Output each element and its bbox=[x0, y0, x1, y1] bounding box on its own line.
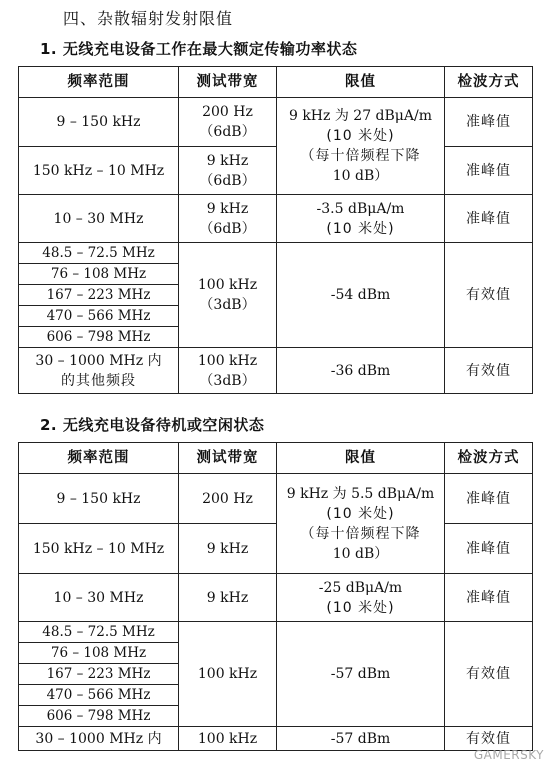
bandwidth-cell: 9 kHz bbox=[179, 524, 277, 574]
bandwidth-cell: 100 kHz bbox=[179, 622, 277, 727]
freq-cell: 606 – 798 MHz bbox=[19, 706, 179, 727]
bandwidth-cell: 100 kHz （3dB） bbox=[179, 243, 277, 348]
bandwidth-cell: 9 kHz bbox=[179, 574, 277, 622]
limit-cell: -3.5 dBμA/m (10 米处) bbox=[277, 195, 445, 243]
header-freq: 频率范围 bbox=[19, 443, 179, 474]
bandwidth-cell: 9 kHz （6dB） bbox=[179, 195, 277, 243]
freq-cell: 10 – 30 MHz bbox=[19, 574, 179, 622]
header-freq: 频率范围 bbox=[19, 67, 179, 98]
header-bandwidth: 测试带宽 bbox=[179, 67, 277, 98]
table-row bbox=[19, 524, 533, 574]
bandwidth-cell: 200 Hz bbox=[179, 474, 277, 524]
freq-cell: 48.5 – 72.5 MHz bbox=[19, 243, 179, 264]
limit-cell: -57 dBm bbox=[277, 622, 445, 727]
limit-cell: -54 dBm bbox=[277, 243, 445, 348]
freq-cell: 167 – 223 MHz bbox=[19, 285, 179, 306]
freq-cell: 10 – 30 MHz bbox=[19, 195, 179, 243]
freq-cell: 30 – 1000 MHz 内 bbox=[19, 727, 179, 751]
detector-cell: 准峰值 bbox=[445, 474, 533, 524]
freq-cell: 9 – 150 kHz bbox=[19, 98, 179, 147]
freq-cell: 606 – 798 MHz bbox=[19, 327, 179, 348]
table2-header-row bbox=[19, 443, 533, 474]
detector-cell: 准峰值 bbox=[445, 98, 533, 147]
freq-cell: 30 – 1000 MHz 内 的其他频段 bbox=[19, 348, 179, 394]
header-detector: 检波方式 bbox=[445, 443, 533, 474]
detector-cell: 准峰值 bbox=[445, 524, 533, 574]
detector-cell: 有效值 bbox=[445, 727, 533, 751]
freq-cell: 470 – 566 MHz bbox=[19, 685, 179, 706]
detector-cell: 准峰值 bbox=[445, 147, 533, 195]
detector-cell: 有效值 bbox=[445, 243, 533, 348]
bandwidth-cell: 100 kHz bbox=[179, 727, 277, 751]
table-row bbox=[19, 98, 533, 147]
limit-cell: 9 kHz 为 27 dBμA/m (10 米处) （每十倍频程下降 10 dB） bbox=[277, 98, 445, 195]
table-row bbox=[19, 474, 533, 524]
limit-cell: 9 kHz 为 5.5 dBμA/m (10 米处) （每十倍频程下降 10 dB） bbox=[277, 474, 445, 574]
section-title: 四、杂散辐射发射限值 bbox=[63, 9, 234, 28]
freq-cell: 150 kHz – 10 MHz bbox=[19, 524, 179, 574]
header-limit: 限值 bbox=[277, 443, 445, 474]
freq-cell: 76 – 108 MHz bbox=[19, 264, 179, 285]
limit-cell: -36 dBm bbox=[277, 348, 445, 394]
freq-cell: 9 – 150 kHz bbox=[19, 474, 179, 524]
table1-title: 1. 无线充电设备工作在最大额定传输功率状态 bbox=[40, 40, 358, 58]
bandwidth-cell: 9 kHz （6dB） bbox=[179, 147, 277, 195]
freq-cell: 167 – 223 MHz bbox=[19, 664, 179, 685]
table2-title: 2. 无线充电设备待机或空闲状态 bbox=[40, 416, 265, 434]
bandwidth-cell: 200 Hz （6dB） bbox=[179, 98, 277, 147]
table-row bbox=[19, 147, 533, 195]
table-row bbox=[19, 243, 533, 264]
freq-cell: 470 – 566 MHz bbox=[19, 306, 179, 327]
header-limit: 限值 bbox=[277, 67, 445, 98]
bandwidth-cell: 100 kHz （3dB） bbox=[179, 348, 277, 394]
header-bandwidth: 测试带宽 bbox=[179, 443, 277, 474]
limit-cell: -25 dBμA/m (10 米处) bbox=[277, 574, 445, 622]
table-row bbox=[19, 727, 533, 751]
freq-cell: 48.5 – 72.5 MHz bbox=[19, 622, 179, 643]
detector-cell: 准峰值 bbox=[445, 195, 533, 243]
table-row bbox=[19, 574, 533, 622]
table1 bbox=[18, 66, 533, 394]
header-detector: 检波方式 bbox=[445, 67, 533, 98]
table-row bbox=[19, 622, 533, 643]
detector-cell: 有效值 bbox=[445, 348, 533, 394]
table-row bbox=[19, 348, 533, 394]
table1-header-row bbox=[19, 67, 533, 98]
detector-cell: 准峰值 bbox=[445, 574, 533, 622]
freq-cell: 76 – 108 MHz bbox=[19, 643, 179, 664]
table2 bbox=[18, 442, 533, 751]
table-row bbox=[19, 195, 533, 243]
freq-cell: 150 kHz – 10 MHz bbox=[19, 147, 179, 195]
limit-cell: -57 dBm bbox=[277, 727, 445, 751]
watermark-logo: GAMERSKY bbox=[473, 748, 544, 762]
detector-cell: 有效值 bbox=[445, 622, 533, 727]
